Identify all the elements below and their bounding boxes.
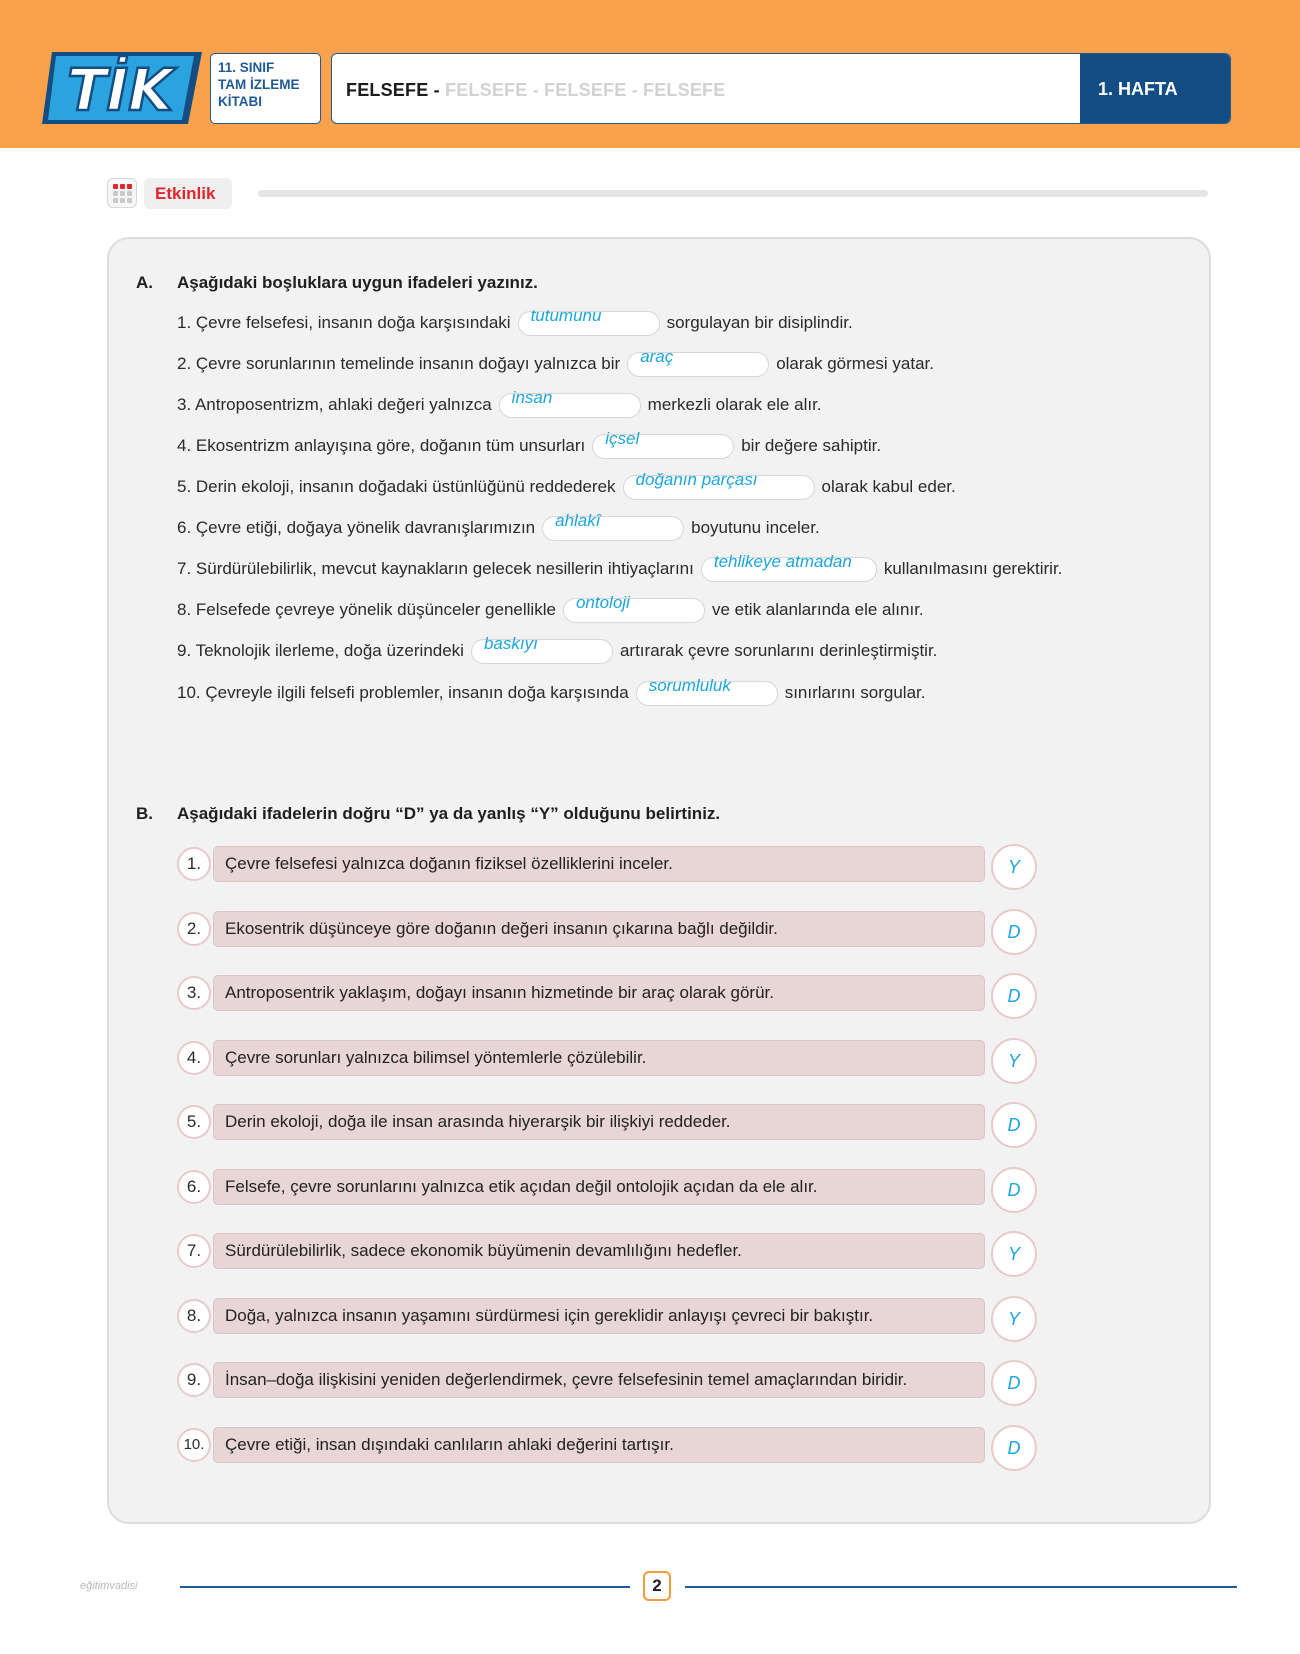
subject-title-faded: FELSEFE - FELSEFE - FELSEFE	[445, 80, 726, 100]
item-number: 8.	[177, 1299, 211, 1333]
section-b-title: Aşağıdaki ifadelerin doğru “D” ya da yanlış “Y” olduğunu belirtiniz.	[177, 804, 721, 823]
section-b-letter: B.	[136, 804, 153, 823]
grid-icon	[107, 178, 137, 208]
answer-circle[interactable]: D	[991, 1425, 1037, 1471]
item-text-before: 6. Çevre etiği, doğaya yönelik davranışlarımızın	[177, 518, 536, 537]
statement-text: Derin ekoloji, doğa ile insan arasında hiyerarşik bir ilişkiyi reddeder.	[213, 1104, 985, 1140]
answer-blank[interactable]	[627, 346, 769, 377]
answer-text: tehlikeye atmadan	[713, 551, 852, 571]
week-label: 1. HAFTA	[1080, 54, 1230, 123]
grade-line-3: KİTABI	[218, 94, 262, 109]
item-text-before: 8. Felsefede çevreye yönelik düşünceler genellikle	[177, 600, 556, 619]
answer-circle[interactable]: D	[991, 1360, 1037, 1406]
fill-blank-item	[177, 592, 924, 624]
answer-circle[interactable]: D	[991, 973, 1037, 1019]
subject-title-main: FELSEFE -	[346, 80, 446, 100]
answer-blank[interactable]	[471, 633, 613, 664]
tik-logo	[42, 50, 204, 126]
answer-circle[interactable]: Y	[991, 1038, 1037, 1084]
answer-text: doğanın parçası	[635, 469, 758, 489]
item-text-after: artırarak çevre sorunlarını derinleştirmiştir.	[619, 641, 938, 660]
subject-title-box	[331, 53, 1231, 124]
subject-title	[346, 80, 725, 101]
logo-text: TİK	[66, 56, 174, 124]
activity-divider	[258, 190, 1208, 197]
answer-text: araç	[640, 346, 674, 366]
item-number: 4.	[177, 1041, 211, 1075]
item-text-after: kullanılmasını gerektirir.	[883, 559, 1063, 578]
answer-circle[interactable]: Y	[991, 1296, 1037, 1342]
answer-circle[interactable]: Y	[991, 844, 1037, 890]
answer-circle[interactable]: D	[991, 1102, 1037, 1148]
footer-line-right	[685, 1586, 1237, 1588]
answer-text: tutumunu	[530, 305, 602, 325]
footer-brand: eğitimvadisi	[80, 1580, 138, 1592]
answer-blank[interactable]	[499, 387, 641, 418]
footer-line-left	[180, 1586, 630, 1588]
item-text-before: 3. Antroposentrizm, ahlaki değeri yalnızca	[177, 395, 492, 414]
item-text-before: 9. Teknolojik ilerleme, doğa üzerindeki	[177, 641, 464, 660]
fill-blank-item	[177, 387, 822, 419]
section-a-title: Aşağıdaki boşluklara uygun ifadeleri yazınız.	[177, 273, 538, 292]
statement-text: Çevre sorunları yalnızca bilimsel yöntemlerle çözülebilir.	[213, 1040, 985, 1076]
item-number: 1.	[177, 847, 211, 881]
answer-blank[interactable]	[592, 428, 734, 459]
fill-blank-item	[177, 633, 938, 665]
item-text-before: 4. Ekosentrizm anlayışına göre, doğanın tüm unsurları	[177, 436, 586, 455]
item-number: 7.	[177, 1234, 211, 1268]
item-text-after: boyutunu inceler.	[691, 518, 820, 537]
item-number: 6.	[177, 1170, 211, 1204]
grade-line-2: TAM İZLEME	[218, 77, 300, 92]
answer-blank[interactable]	[623, 469, 815, 500]
answer-blank[interactable]	[701, 551, 877, 582]
activity-label: Etkinlik	[144, 178, 232, 209]
answer-blank[interactable]	[563, 592, 705, 623]
fill-blank-item	[177, 346, 934, 378]
answer-text: baskıyı	[483, 633, 538, 653]
answer-blank[interactable]	[636, 675, 778, 706]
answer-circle[interactable]: D	[991, 909, 1037, 955]
item-text-after: sorgulayan bir disiplindir.	[666, 313, 853, 332]
item-number: 10.	[177, 1428, 211, 1462]
statement-text: Çevre etiği, insan dışındaki canlıların ahlaki değerini tartışır.	[213, 1427, 985, 1463]
fill-blank-item	[177, 469, 956, 501]
item-text-after: olarak kabul eder.	[821, 477, 956, 496]
grade-line-1: 11. SINIF	[218, 60, 275, 75]
item-text-after: sınırlarını sorgular.	[784, 683, 926, 702]
fill-blank-item	[177, 428, 882, 460]
answer-text: içsel	[605, 428, 640, 448]
item-text-after: ve etik alanlarında ele alınır.	[711, 600, 924, 619]
item-text-before: 7. Sürdürülebilirlik, mevcut kaynakların gelecek nesillerin ihtiyaçlarını	[177, 559, 694, 578]
statement-text: Çevre felsefesi yalnızca doğanın fiziksel özelliklerini inceler.	[213, 846, 985, 882]
answer-blank[interactable]	[542, 510, 684, 541]
item-text-after: bir değere sahiptir.	[741, 436, 882, 455]
answer-circle[interactable]: Y	[991, 1231, 1037, 1277]
item-number: 5.	[177, 1105, 211, 1139]
item-number: 3.	[177, 976, 211, 1010]
page-header	[0, 0, 1300, 148]
statement-text: İnsan–doğa ilişkisini yeniden değerlendirmek, çevre felsefesinin temel amaçlarından biridir.	[213, 1362, 985, 1398]
fill-blank-item	[177, 305, 853, 337]
item-number: 9.	[177, 1363, 211, 1397]
grade-box	[210, 53, 321, 124]
item-text-after: merkezli olarak ele alır.	[647, 395, 822, 414]
section-a-letter: A.	[136, 273, 153, 292]
item-text-before: 1. Çevre felsefesi, insanın doğa karşısındaki	[177, 313, 511, 332]
item-text-before: 10. Çevreyle ilgili felsefi problemler, insanın doğa karşısında	[177, 683, 629, 702]
statement-text: Felsefe, çevre sorunlarını yalnızca etik açıdan değil ontolojik açıdan da ele alır.	[213, 1169, 985, 1205]
item-text-before: 2. Çevre sorunlarının temelinde insanın doğayı yalnızca bir	[177, 354, 621, 373]
statement-text: Antroposentrik yaklaşım, doğayı insanın hizmetinde bir araç olarak görür.	[213, 975, 985, 1011]
answer-text: ontoloji	[575, 592, 630, 612]
statement-text: Doğa, yalnızca insanın yaşamını sürdürmesi için gereklidir anlayışı çevreci bir bakıştır.	[213, 1298, 985, 1334]
statement-text: Sürdürülebilirlik, sadece ekonomik büyümenin devamlılığını hedefler.	[213, 1233, 985, 1269]
item-text-before: 5. Derin ekoloji, insanın doğadaki üstünlüğünü reddederek	[177, 477, 616, 496]
fill-blank-item	[177, 510, 820, 542]
answer-text: ahlakî	[555, 510, 601, 530]
answer-circle[interactable]: D	[991, 1167, 1037, 1213]
answer-text: sorumluluk	[648, 675, 731, 695]
fill-blank-item	[177, 675, 926, 707]
fill-blank-item	[177, 551, 1063, 583]
answer-blank[interactable]	[518, 305, 660, 336]
item-number: 2.	[177, 912, 211, 946]
item-text-after: olarak görmesi yatar.	[776, 354, 934, 373]
answer-text: insan	[511, 387, 553, 407]
statement-text: Ekosentrik düşünceye göre doğanın değeri insanın çıkarına bağlı değildir.	[213, 911, 985, 947]
page-number: 2	[643, 1571, 671, 1601]
